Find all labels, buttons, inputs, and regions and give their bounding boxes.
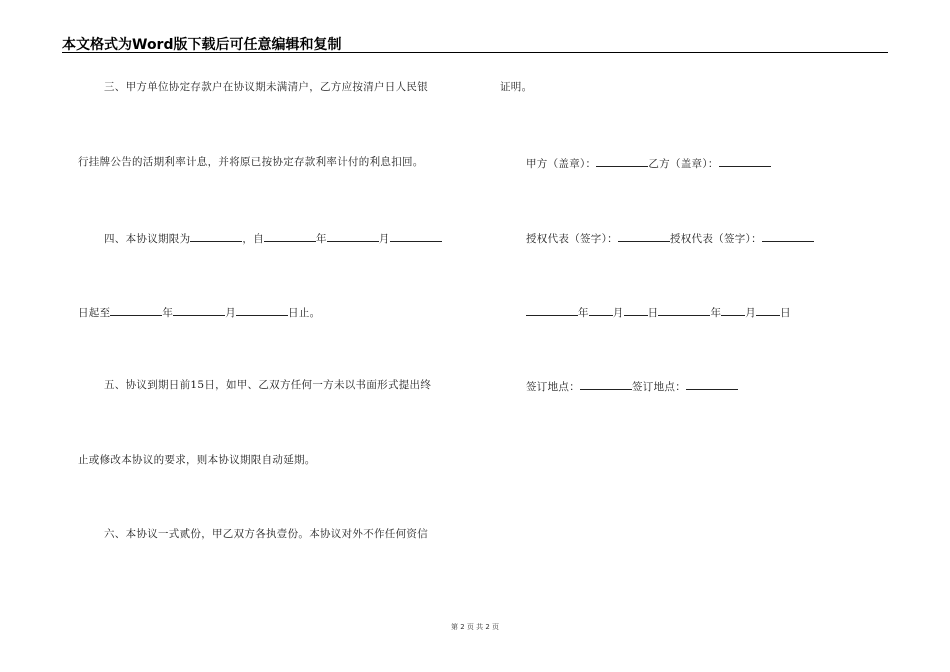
term-blank [190,230,242,242]
party-a-seal-blank [596,155,648,167]
clause-6-line-1: 六、本协议一式贰份，甲乙双方各执壹份。本协议对外不作任何资信 [104,528,428,540]
year-label: 年 [578,307,589,319]
end-year-blank [110,304,162,316]
proof-text: 证明。 [500,81,533,93]
end-month-blank [173,304,225,316]
sign-place-b-blank [686,378,738,390]
clause-5-line-1: 五、协议到期日前15日，如甲、乙双方任何一方未以书面形式提出终 [104,379,432,391]
sign-date-line [526,304,791,320]
day-label: 日 [780,307,791,319]
auth-rep-b-blank [762,230,814,242]
clause-4-from: ，自 [242,233,265,245]
auth-rep-a-blank [618,230,670,242]
sign-place-b-label: 签订地点： [632,381,686,393]
date-a-month-blank [589,304,613,316]
start-year-blank [264,230,316,242]
start-month-blank [327,230,379,242]
clause-4-line-1 [104,230,442,246]
page-number: 第 2 页 共 2 页 [450,623,500,631]
auth-rep-line [526,230,814,246]
clause-5-line-2: 止或修改本协议的要求，则本协议期限自动延期。 [78,454,316,466]
end-day-suffix: 日止。 [288,307,321,319]
start-day-blank [390,230,442,242]
date-a-year-blank [526,304,578,316]
clause-3-line-1: 三、甲方单位协定存款户在协议期未满清户，乙方应按清户日人民银 [104,81,428,93]
month-label: 月 [612,307,624,319]
start-day-to: 日起至 [78,307,111,319]
date-b-year-blank [658,304,710,316]
date-b-month-blank [721,304,745,316]
party-b-seal-blank [719,155,771,167]
end-day-blank [236,304,288,316]
month-label: 月 [378,233,390,245]
clause-4-line-2 [78,304,320,320]
clause-4-prefix: 四、本协议期限为 [104,233,191,245]
page-header-title: 本文格式为Word版下载后可任意编辑和复制 [62,37,342,53]
sign-place-a-blank [580,378,632,390]
year-label: 年 [710,307,722,319]
date-a-day-blank [624,304,648,316]
clause-3-line-2: 行挂牌公告的活期利率计息，并将原已按协定存款利率计付的利息扣回。 [78,156,424,168]
sign-place-a-label: 签订地点： [526,381,580,393]
sign-place-line [526,378,738,394]
day-label: 日 [647,307,659,319]
date-b-day-blank [756,304,780,316]
month-label: 月 [745,307,757,319]
month-label: 月 [225,307,237,319]
header-divider [62,52,888,53]
party-seal-line [526,155,771,171]
party-b-seal-label: 乙方（盖章）： [648,158,719,170]
party-a-seal-label: 甲方（盖章）： [526,158,597,170]
auth-rep-b-label: 授权代表（签字）： [669,233,762,245]
year-label: 年 [162,307,174,319]
year-label: 年 [316,233,327,245]
auth-rep-a-label: 授权代表（签字）： [526,233,618,245]
